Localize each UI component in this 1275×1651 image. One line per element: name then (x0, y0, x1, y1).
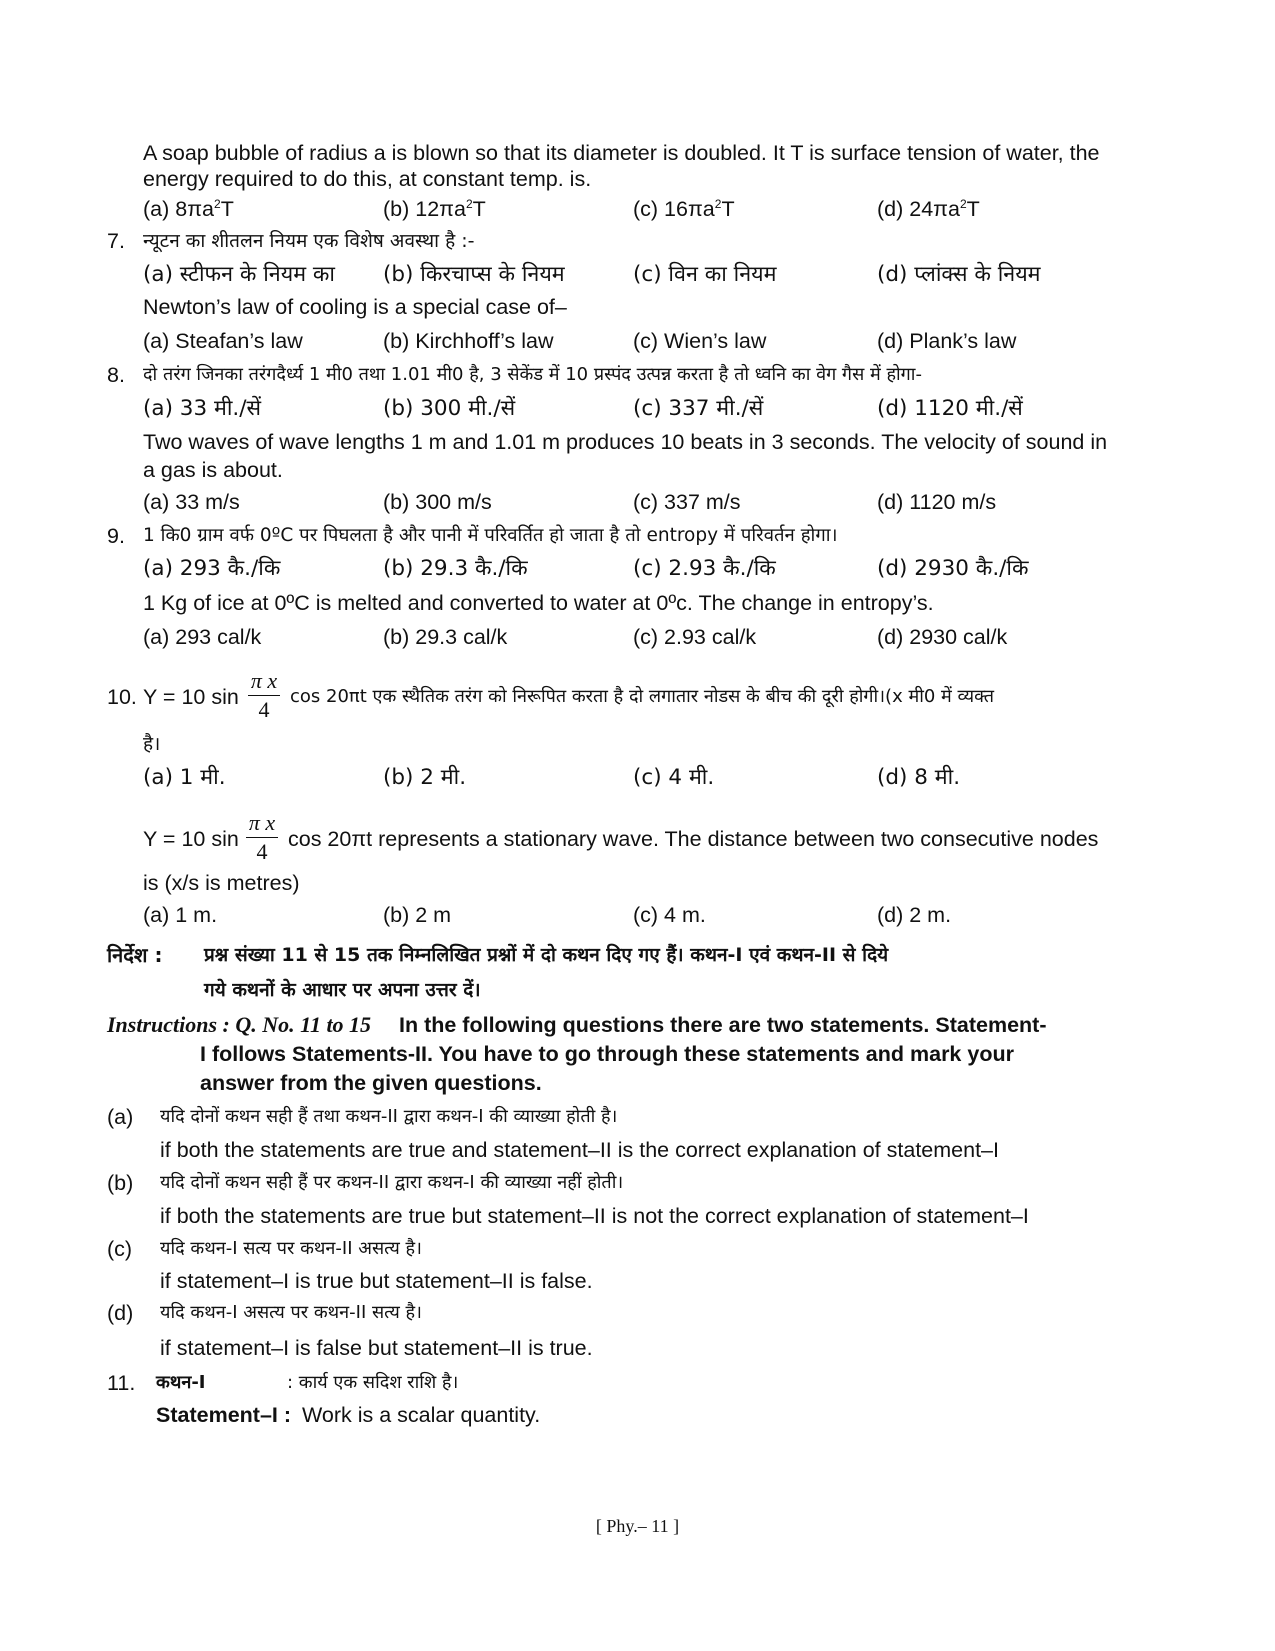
q8-en-option-a: (a) 33 m/s (143, 490, 240, 514)
q8-en-option-b: (b) 300 m/s (383, 490, 492, 514)
fraction-numerator: π x (248, 810, 276, 835)
q7-en-option-c: (c) Wien’s law (633, 329, 767, 353)
choice-key-b: (b) (107, 1171, 134, 1195)
q11-hindi-label: कथन-I (156, 1372, 206, 1393)
q8-hi-option-b: (b) 300 मी./सें (383, 396, 516, 421)
q6-text-line1: A soap bubble of radius a is blown so that its diameter is doubled. It T is surface tension of water, the (143, 141, 1100, 165)
q6-option-c: (c) $16\pi a^2T$ (633, 197, 735, 221)
q10-english-line2: is (x/s is metres) (143, 871, 300, 895)
q9-hi-option-b: (b) 29.3 कै./कि (383, 556, 528, 581)
q10-eq-prefix: Y = 10 sin (143, 685, 239, 709)
page-footer: [ Phy.– 11 ] (595, 1516, 680, 1536)
q11-hindi-text: : कार्य एक सदिश राशि है। (287, 1372, 459, 1393)
fraction-denominator: 4 (256, 839, 268, 864)
choice-key-a: (a) (107, 1105, 134, 1129)
fraction-bar (248, 695, 280, 696)
q6-text-line2: energy required to do this, at constant temp. is. (143, 167, 592, 191)
q11-number: 11. (107, 1371, 136, 1395)
q10-number: 10. (107, 685, 137, 709)
fraction-numerator: π x (250, 668, 278, 693)
instructions-line1: In the following questions there are two statements. Statement- (399, 1013, 1047, 1037)
choice-b-hindi: यदि दोनों कथन सही हैं पर कथन-II द्वारा कथन-I की व्याख्या नहीं होती। (160, 1172, 624, 1193)
q11-english-label: Statement–I : (156, 1403, 292, 1427)
q8-number: 8. (107, 363, 125, 387)
q8-hindi-text: दो तरंग जिनका तरंगदैर्ध्य 1 मी0 तथा 1.01 मी0 है, 3 सेकेंड में 10 प्रस्पंद उत्पन्न करता है तो ध्वनि का वेग गैस में होगा- (143, 364, 922, 385)
q10-en-eq-prefix: Y = 10 sin (143, 827, 239, 851)
q7-en-option-a: (a) Steafan’s law (143, 329, 303, 353)
q9-en-option-b: (b) 29.3 cal/k (383, 625, 508, 649)
q9-hi-option-c: (c) 2.93 कै./कि (633, 556, 776, 581)
choice-a-hindi: यदि दोनों कथन सही हैं तथा कथन-II द्वारा कथन-I की व्याख्या होती है। (160, 1106, 618, 1127)
q10-hindi-line2: है। (143, 733, 161, 755)
directions-line2: गये कथनों के आधार पर अपना उत्तर दें। (204, 979, 481, 1001)
choice-c-english: if statement–I is true but statement–II is false. (160, 1269, 593, 1293)
choice-d-hindi: यदि कथन-I असत्य पर कथन-II सत्य है। (160, 1302, 422, 1323)
q6-option-b: (b) $12\pi a^2T$ (383, 197, 486, 221)
q7-en-option-d: (d) Plank’s law (877, 329, 1017, 353)
q7-hi-option-d: (d) प्लांक्स के नियम (877, 262, 1041, 287)
q9-hi-option-d: (d) 2930 कै./कि (877, 556, 1029, 581)
q7-hi-option-b: (b) किरचाप्स के नियम (383, 262, 565, 287)
q10-en-option-a: (a) 1 m. (143, 903, 218, 927)
q9-en-option-d: (d) 2930 cal/k (877, 625, 1008, 649)
q10-hi-option-d: (d) 8 मी. (877, 765, 961, 790)
choice-key-c: (c) (107, 1237, 133, 1261)
q6-option-a: (a) $8\pi a^2T$ (143, 197, 234, 221)
q10-en-option-b: (b) 2 m (383, 903, 452, 927)
q10-en-option-c: (c) 4 m. (633, 903, 706, 927)
q7-english-text: Newton’s law of cooling is a special case of– (143, 295, 567, 319)
q9-en-option-a: (a) 293 cal/k (143, 625, 262, 649)
choice-c-hindi: यदि कथन-I सत्य पर कथन-II असत्य है। (160, 1238, 422, 1259)
q7-number: 7. (107, 229, 125, 253)
q8-hi-option-a: (a) 33 मी./सें (143, 396, 262, 421)
directions-label: निर्देश : (107, 943, 163, 967)
q7-hindi-text: न्यूटन का शीतलन नियम एक विशेष अवस्था है :- (143, 230, 475, 252)
fraction-denominator: 4 (258, 697, 270, 722)
q10-hindi-text: cos 20πt एक स्थैतिक तरंग को निरूपित करता है दो लगातार नोडस के बीच की दूरी होगी।(x मी0 में व्यक्त (290, 686, 995, 707)
q9-hindi-text: 1 कि0 ग्राम वर्फ 0ºC पर पिघलता है और पानी में परिवर्तित हो जाता है तो entropy में परिवर्तन होगा। (143, 525, 838, 546)
q6-option-d: (d) $24\pi a^2T$ (877, 197, 980, 221)
q10-hi-option-b: (b) 2 मी. (383, 765, 467, 790)
q10-en-option-d: (d) 2 m. (877, 903, 952, 927)
instructions-line2: I follows Statements-II. You have to go through these statements and mark your (200, 1042, 1014, 1066)
q7-hi-option-a: (a) स्टीफन के नियम का (143, 262, 335, 287)
q7-hi-option-c: (c) विन का नियम (633, 262, 777, 287)
q9-number: 9. (107, 524, 125, 548)
instructions-label: Instructions : Q. No. 11 to 15 (107, 1012, 372, 1037)
q9-en-option-c: (c) 2.93 cal/k (633, 625, 757, 649)
q10-english-text: cos 20πt represents a stationary wave. The distance between two consecutive nodes (288, 827, 1099, 851)
q8-english-line1: Two waves of wave lengths 1 m and 1.01 m produces 10 beats in 3 seconds. The velocity of sound in (143, 430, 1108, 454)
q9-hi-option-a: (a) 293 कै./कि (143, 556, 281, 581)
q11-english-text: Work is a scalar quantity. (302, 1403, 541, 1427)
q8-en-option-c: (c) 337 m/s (633, 490, 741, 514)
q9-english-text: 1 Kg of ice at 0ºC is melted and converted to water at 0ºc. The change in entropy’s. (143, 591, 934, 615)
q10-fraction (246, 668, 282, 723)
q8-hi-option-c: (c) 337 मी./सें (633, 396, 764, 421)
q10-hi-option-c: (c) 4 मी. (633, 765, 715, 790)
choice-a-english: if both the statements are true and statement–II is the correct explanation of statement–I (160, 1138, 999, 1162)
q10-hi-option-a: (a) 1 मी. (143, 765, 226, 790)
q8-english-line2: a gas is about. (143, 458, 283, 482)
q8-hi-option-d: (d) 1120 मी./सें (877, 396, 1023, 421)
directions-line1: प्रश्न संख्या 11 से 15 तक निम्नलिखित प्रश्नों में दो कथन दिए गए हैं। कथन-I एवं कथन-II से दिये (204, 944, 889, 966)
q8-en-option-d: (d) 1120 m/s (877, 490, 997, 514)
choice-d-english: if statement–I is false but statement–II is true. (160, 1336, 593, 1360)
q7-en-option-b: (b) Kirchhoff’s law (383, 329, 554, 353)
q10-en-fraction (244, 810, 280, 865)
choice-key-d: (d) (107, 1301, 134, 1325)
choice-b-english: if both the statements are true but statement–II is not the correct explanation of statement–I (160, 1204, 1029, 1228)
instructions-line3: answer from the given questions. (200, 1071, 542, 1095)
fraction-bar (246, 837, 278, 838)
